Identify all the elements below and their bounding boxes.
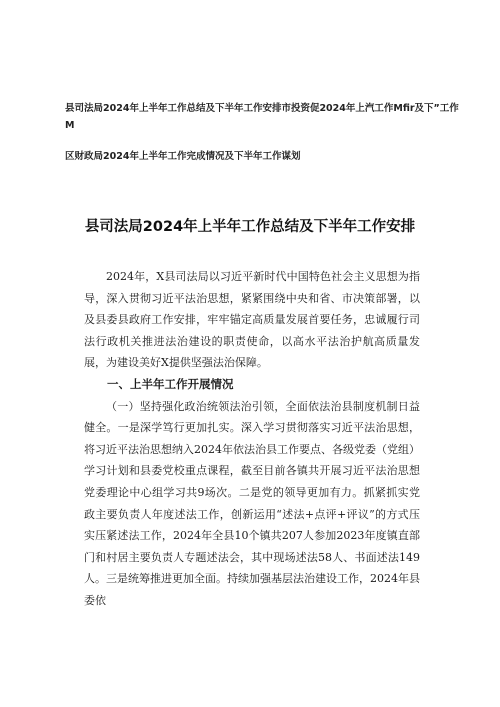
section-paragraph: （一）坚持强化政治统领法治引领，全面依法治县制度机制日益健全。一是深学笃行更加扎实。深入学习贯彻落实习近平法治思想，将习近平法治思想纳入2024年依法治县工作要点、各级党委（党组）学习计划和县委党校重点课程，截至目前各镇共开展习近平法治思想党委理论中心组学习共9场次。二是党的领导更加有力。抓紧抓实党政主要负责人年度述法工作，创新运用“述法+点评+评议”的方式压实压紧述法工作，2024年全县10个镇共207人参加2023年度镇直部门和村居主要负责人专题述法会，其中现场述法58人、书面述法149人。三是统筹推进更加全面。持续加强基层法治建设工作，2024年县委依 xyxy=(84,399,420,607)
header-line-2: 区财政局2024年上半年工作完成情况及下半年工作谋划 xyxy=(65,151,301,162)
intro-paragraph: 2024年，X县司法局以习近平新时代中国特色社会主义思想为指导，深入贯彻习近平法治思想，紧紧围绕中央和省、市决策部署，以及县委县政府工作安排，牢牢锚定高质量发展首要任务，忠诚履行司法行政机关推进法治建设的职责使命，以高水平法治护航高质量发展，为建设美好X提供坚强法治保障。 xyxy=(84,270,420,370)
header-lines xyxy=(65,100,465,165)
document-title: 县司法局2024年上半年工作总结及下半年工作安排 xyxy=(84,219,416,235)
header-line-1: 县司法局2024年上半年工作总结及下半年工作安排市投资促2024年上汽工作Mfir及下”工作M xyxy=(65,103,459,131)
section-heading: 一、上半年工作开展情况 xyxy=(107,376,234,391)
document-body xyxy=(84,266,420,612)
